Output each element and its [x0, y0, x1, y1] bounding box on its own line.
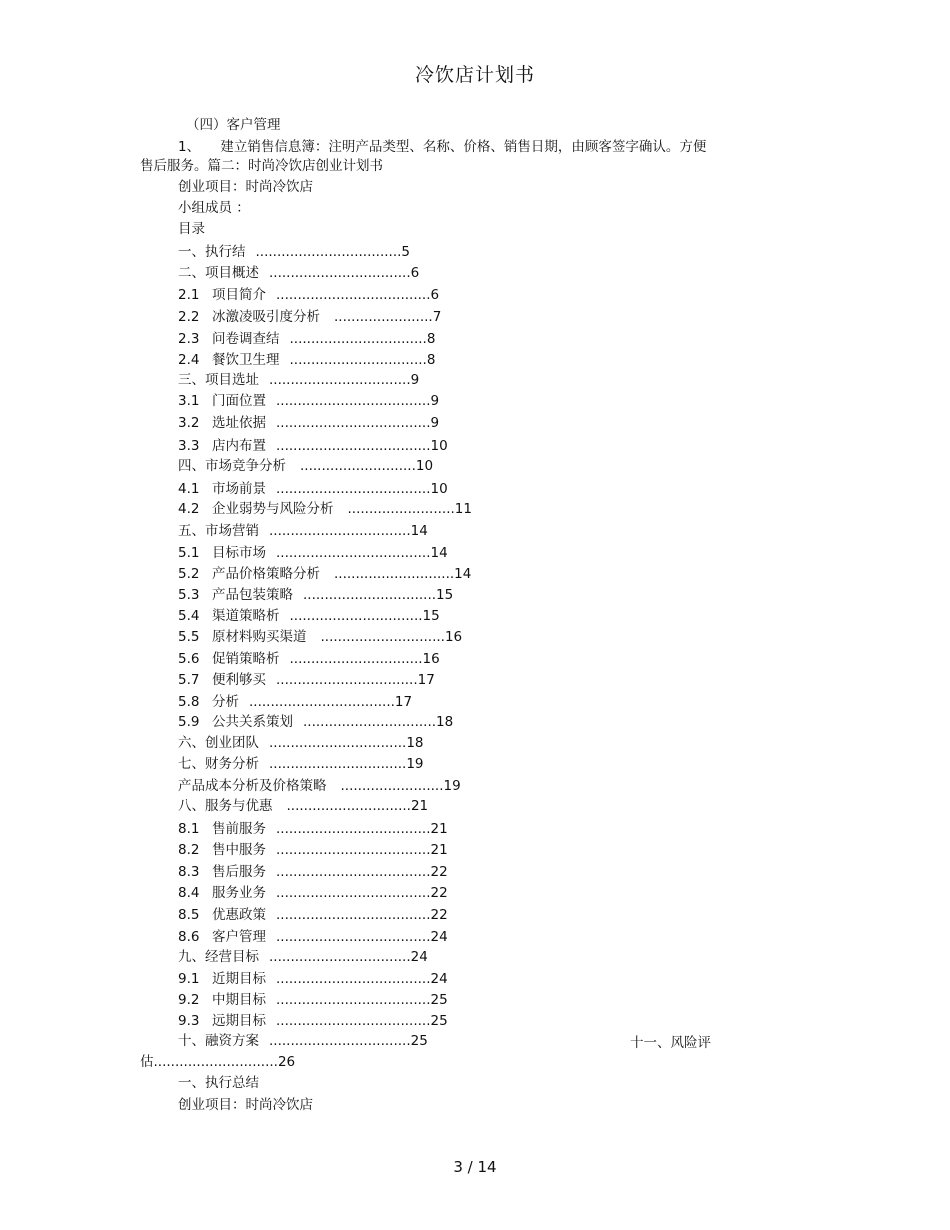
toc-leader-dots: .................................... — [276, 438, 431, 454]
toc-page-number: 25 — [410, 1033, 428, 1049]
toc-leader-dots: .................................... — [276, 415, 431, 431]
toc-page-number: 17 — [417, 672, 435, 688]
toc-page-number: 25 — [430, 992, 448, 1008]
toc-entry-number: 2.4 — [178, 352, 200, 368]
toc-leader-dots: .................................. — [249, 694, 395, 710]
toc-entry-label: 优惠政策 — [212, 907, 266, 923]
toc-leader-dots: ........................ — [340, 778, 444, 794]
toc-leader-dots: ............................. — [320, 629, 445, 645]
toc-page-number: 19 — [406, 756, 424, 772]
toc-page-number: 8 — [426, 331, 436, 347]
toc-leader-dots: ................................. — [269, 949, 411, 965]
toc-entry-right: 十一、风险评 — [630, 1035, 711, 1051]
toc-entry-number: 8.1 — [178, 821, 200, 837]
toc-entry-label: 问卷调查结 — [212, 331, 280, 347]
toc-leader-dots: .................................... — [276, 1013, 431, 1029]
toc-leader-dots: .................................... — [276, 545, 431, 561]
toc-leader-dots: ................................ — [269, 735, 407, 751]
toc-page-number: 14 — [454, 566, 472, 582]
toc-entry — [178, 1032, 428, 1050]
toc-entry-number: 2.2 — [178, 309, 200, 325]
toc-leader-dots: ................................. — [269, 372, 411, 388]
toc-page-number: 16 — [444, 629, 463, 645]
page-title: 冷饮店计划书 — [414, 64, 535, 86]
toc-entry-number: 9.3 — [178, 1013, 200, 1029]
toc-entry-number: 5.1 — [178, 545, 200, 561]
toc-entry — [178, 713, 453, 731]
toc-entry — [178, 544, 448, 562]
toc-entry — [178, 820, 448, 838]
toc-entry-label: 四、市场竞争分析 — [178, 458, 286, 474]
toc-entry — [178, 991, 448, 1009]
toc-page-number: 18 — [436, 714, 454, 730]
toc-page-number: 9 — [430, 415, 440, 431]
toc-entry-label: 远期目标 — [212, 1013, 266, 1029]
toc-leader-dots: .................................... — [276, 393, 431, 409]
toc-entry — [178, 392, 439, 410]
toc-entry — [178, 970, 448, 988]
toc-page-number: 8 — [426, 352, 436, 368]
toc-entry — [178, 351, 435, 369]
toc-page-number: 25 — [430, 1013, 448, 1029]
toc-entry — [178, 607, 440, 625]
toc-leader-dots: ................................. — [269, 1033, 411, 1049]
toc-entry-label: 门面位置 — [212, 393, 266, 409]
toc-page-number: 24 — [430, 929, 448, 945]
toc-entry-number: 8.6 — [178, 929, 200, 945]
toc-entry-label: 一、执行结 — [178, 244, 246, 260]
toc-page-number: 14 — [410, 523, 428, 539]
members-line: 小组成员 ： — [178, 200, 250, 216]
toc-entry-number: 3.3 — [178, 438, 200, 454]
toc-entry — [178, 286, 439, 304]
toc-entry-label: 选址依据 — [212, 415, 266, 431]
toc-leader-dots: ............................... — [289, 651, 423, 667]
toc-entry-label: 分析 — [212, 694, 239, 710]
toc-entry-number: 5.7 — [178, 672, 200, 688]
toc-entry-label: 项目简介 — [212, 287, 266, 303]
toc-leader-dots: ....................... — [334, 309, 433, 325]
toc-leader-dots: ................................. — [269, 265, 411, 281]
toc-page-number: 9 — [430, 393, 440, 409]
toc-leader-dots: ............................ — [334, 566, 455, 582]
toc-leader-dots: ............................... — [289, 608, 423, 624]
toc-entry-label: 市场前景 — [212, 481, 266, 497]
toc-entry-number: 5.4 — [178, 608, 200, 624]
toc-entry-number: 5.3 — [178, 587, 200, 603]
toc-entry-number: 5.9 — [178, 714, 200, 730]
item-text: 建立销售信息簿：注明产品类型、名称、价格、销售日期，由顾客签字确认。方便 — [220, 139, 707, 155]
toc-page-number: 21 — [430, 842, 448, 858]
toc-entry — [178, 884, 448, 902]
toc-page-number: 21 — [430, 821, 448, 837]
toc-entry-label: 九、经营目标 — [178, 949, 259, 965]
toc-entry — [178, 1012, 448, 1030]
toc-entry-label: 餐饮卫生理 — [212, 352, 280, 368]
toc-leader-dots: ................................ — [289, 331, 427, 347]
item-number: 1、 — [178, 139, 201, 155]
toc-entry — [178, 243, 410, 261]
toc-entry-number: 8.5 — [178, 907, 200, 923]
toc-entry-label: 原材料购买渠道 — [212, 629, 307, 645]
toc-entry-label: 促销策略析 — [212, 651, 280, 667]
toc-leader-dots: .................................... — [276, 821, 431, 837]
section-heading: （四）客户管理 — [186, 117, 281, 133]
toc-entry-number: 5.8 — [178, 694, 200, 710]
toc-leader-dots: .................................. — [255, 244, 402, 260]
toc-entry-label: 七、财务分析 — [178, 756, 259, 772]
toc-page-number: 21 — [410, 798, 429, 814]
toc-leader-dots: ............................... — [303, 587, 437, 603]
toc-entry-number: 5.6 — [178, 651, 200, 667]
toc-entry-number: 8.3 — [178, 864, 200, 880]
toc-leader-dots: .................................... — [276, 992, 431, 1008]
paragraph-line — [178, 138, 706, 156]
section-heading: 一、执行总结 — [178, 1075, 259, 1091]
toc-entry-number: 3.2 — [178, 415, 200, 431]
toc-entry — [178, 734, 424, 752]
toc-page-number: 10 — [430, 481, 448, 497]
toc-leader-dots: ......................... — [347, 501, 455, 517]
toc-entry-label: 售中服务 — [212, 842, 266, 858]
toc-entry-label: 五、市场营销 — [178, 523, 259, 539]
toc-entry-number: 8.4 — [178, 885, 200, 901]
toc-page-number: 15 — [422, 608, 440, 624]
toc-page-number: 10 — [430, 438, 448, 454]
toc-entry-wrap: 估.............................26 — [140, 1054, 296, 1070]
toc-leader-dots: ................................. — [276, 672, 418, 688]
toc-leader-dots: .................................... — [276, 864, 431, 880]
project-line: 创业项目：时尚冷饮店 — [178, 1097, 313, 1113]
toc-entry — [178, 586, 453, 604]
toc-entry — [178, 437, 448, 455]
toc-entry-label: 产品价格策略分析 — [212, 566, 320, 582]
toc-heading: 目录 — [178, 221, 205, 237]
toc-entry-label: 售前服务 — [212, 821, 266, 837]
toc-entry — [178, 308, 441, 326]
toc-leader-dots: ............................... — [303, 714, 437, 730]
toc-entry-label: 产品包装策略 — [212, 587, 293, 603]
toc-page-number: 18 — [406, 735, 424, 751]
toc-page-number: 6 — [410, 265, 420, 281]
toc-entry-number: 4.1 — [178, 481, 200, 497]
toc-leader-dots: .................................... — [276, 929, 431, 945]
project-line: 创业项目：时尚冷饮店 — [178, 179, 313, 195]
toc-page-number: 14 — [430, 545, 448, 561]
toc-page-number: 22 — [430, 885, 448, 901]
toc-page-number: 15 — [436, 587, 454, 603]
toc-entry — [178, 330, 435, 348]
toc-leader-dots: .................................... — [276, 842, 431, 858]
toc-entry — [178, 457, 433, 475]
toc-entry-label: 企业弱势与风险分析 — [212, 501, 334, 517]
toc-page-number: 16 — [422, 651, 440, 667]
toc-entry — [178, 755, 424, 773]
toc-page-number: 24 — [410, 949, 428, 965]
toc-entry-label: 店内布置 — [212, 438, 266, 454]
toc-entry — [178, 565, 471, 583]
toc-entry — [178, 480, 448, 498]
toc-leader-dots: .................................... — [276, 481, 431, 497]
toc-entry — [178, 671, 435, 689]
paragraph-line: 售后服务。篇二：时尚冷饮店创业计划书 — [140, 158, 383, 174]
toc-entry — [178, 264, 419, 282]
toc-leader-dots: ................................ — [269, 756, 407, 772]
toc-page-number: 17 — [394, 694, 413, 710]
toc-page-number: 22 — [430, 907, 448, 923]
toc-page-number: 9 — [410, 372, 420, 388]
toc-entry — [178, 948, 428, 966]
toc-leader-dots: ................................ — [289, 352, 427, 368]
toc-entry-label: 六、创业团队 — [178, 735, 259, 751]
toc-entry-number: 9.2 — [178, 992, 200, 1008]
toc-entry-label: 产品成本分析及价格策略 — [178, 778, 327, 794]
toc-entry-number: 8.2 — [178, 842, 200, 858]
toc-entry — [178, 628, 462, 646]
toc-entry-label: 八、服务与优惠 — [178, 798, 273, 814]
toc-entry-label: 客户管理 — [212, 929, 266, 945]
toc-leader-dots: ................................. — [269, 523, 411, 539]
toc-leader-dots: ............................. — [286, 798, 411, 814]
toc-entry — [178, 863, 448, 881]
toc-page-number: 5 — [401, 244, 410, 260]
toc-entry-label: 冰激凌吸引度分析 — [212, 309, 320, 325]
toc-entry — [178, 414, 439, 432]
toc-leader-dots: .................................... — [276, 885, 431, 901]
toc-entry-label: 二、项目概述 — [178, 265, 259, 281]
toc-entry — [178, 500, 472, 518]
toc-entry — [178, 928, 448, 946]
toc-leader-dots: .................................... — [276, 907, 431, 923]
toc-page-number: 6 — [430, 287, 440, 303]
toc-entry — [178, 841, 448, 859]
toc-entry-label: 三、项目选址 — [178, 372, 259, 388]
toc-page-number: 19 — [443, 778, 461, 794]
toc-entry — [178, 777, 461, 795]
toc-entry-label: 公共关系策划 — [212, 714, 293, 730]
toc-page-number: 24 — [430, 971, 448, 987]
toc-leader-dots: .................................... — [276, 287, 431, 303]
toc-entry-label: 十、融资方案 — [178, 1033, 259, 1049]
toc-entry-number: 3.1 — [178, 393, 200, 409]
toc-entry-label: 渠道策略析 — [212, 608, 280, 624]
toc-page-number: 22 — [430, 864, 448, 880]
toc-entry — [178, 906, 448, 924]
toc-entry — [178, 522, 428, 540]
toc-entry — [178, 797, 428, 815]
toc-entry-number: 2.3 — [178, 331, 200, 347]
toc-entry-number: 5.2 — [178, 566, 200, 582]
toc-leader-dots: ........................... — [300, 458, 416, 474]
toc-entry-label: 售后服务 — [212, 864, 266, 880]
toc-leader-dots: .................................... — [276, 971, 431, 987]
page-indicator: 3 / 14 — [453, 1158, 497, 1176]
toc-page-number: 7 — [432, 309, 442, 325]
toc-entry — [178, 693, 412, 711]
toc-entry — [178, 650, 440, 668]
toc-entry-number: 9.1 — [178, 971, 200, 987]
toc-entry — [178, 371, 419, 389]
toc-entry-label: 服务业务 — [212, 885, 266, 901]
toc-entry-number: 5.5 — [178, 629, 200, 645]
toc-entry-number: 2.1 — [178, 287, 200, 303]
toc-entry-label: 近期目标 — [212, 971, 266, 987]
toc-entry-label: 中期目标 — [212, 992, 266, 1008]
toc-entry-label: 便利够买 — [212, 672, 266, 688]
toc-entry-label: 目标市场 — [212, 545, 266, 561]
toc-page-number: 10 — [415, 458, 434, 474]
toc-entry-number: 4.2 — [178, 501, 200, 517]
toc-page-number: 11 — [454, 501, 472, 517]
